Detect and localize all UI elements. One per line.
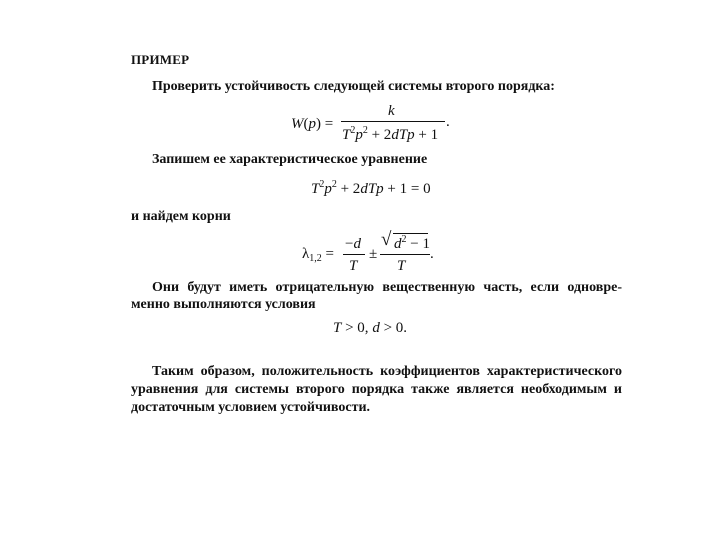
roots-trailing-period: . (430, 246, 434, 262)
roots-frac1-denominator: T (349, 258, 358, 274)
roots-frac2-denominator: T (397, 258, 406, 274)
roots-label: и найдем корни (131, 209, 231, 224)
tf-denominator: $T^2p^2 + 2dTp + 1$ (342, 125, 439, 143)
roots-lhs: $\lambda_{1,2}$ = (302, 246, 334, 264)
intro-text: Проверить устойчивость следующей системы второго порядка: (152, 79, 555, 94)
tf-numerator: k (388, 103, 395, 119)
sqrt-overline (393, 233, 428, 234)
conclusion-line-3: достаточным условием устойчивости. (131, 400, 371, 415)
tf-trailing-period: . (446, 114, 450, 130)
characteristic-equation: $T^2p^2 + 2dTp + 1 = 0$ (311, 179, 431, 197)
roots-frac2-bar (380, 254, 430, 255)
conditions-formula: T > 0, d > 0. (333, 320, 408, 336)
char-eq-label: Запишем ее характеристическое уравнение (152, 152, 428, 167)
tf-lhs: W(p) = (291, 116, 334, 132)
roots-frac1-bar (343, 254, 365, 255)
condition-line-1: Они будут иметь отрицательную вещественную часть, если одновре- (152, 280, 622, 295)
sqrt-sign: √ (381, 229, 392, 250)
tf-fraction-bar (341, 121, 445, 122)
example-heading: ПРИМЕР (131, 52, 190, 67)
roots-plus-minus: ± (369, 246, 378, 262)
condition-line-2: менно выполняются условия (131, 297, 316, 312)
conclusion-line-2: уравнения для системы второго порядка также является необходимым и (131, 382, 622, 397)
roots-frac1-numerator: −d (345, 236, 361, 252)
roots-frac2-numerator: $d^2 - 1$ (394, 234, 430, 252)
conclusion-line-1: Таким образом, положительность коэффициентов характеристического (152, 364, 622, 379)
